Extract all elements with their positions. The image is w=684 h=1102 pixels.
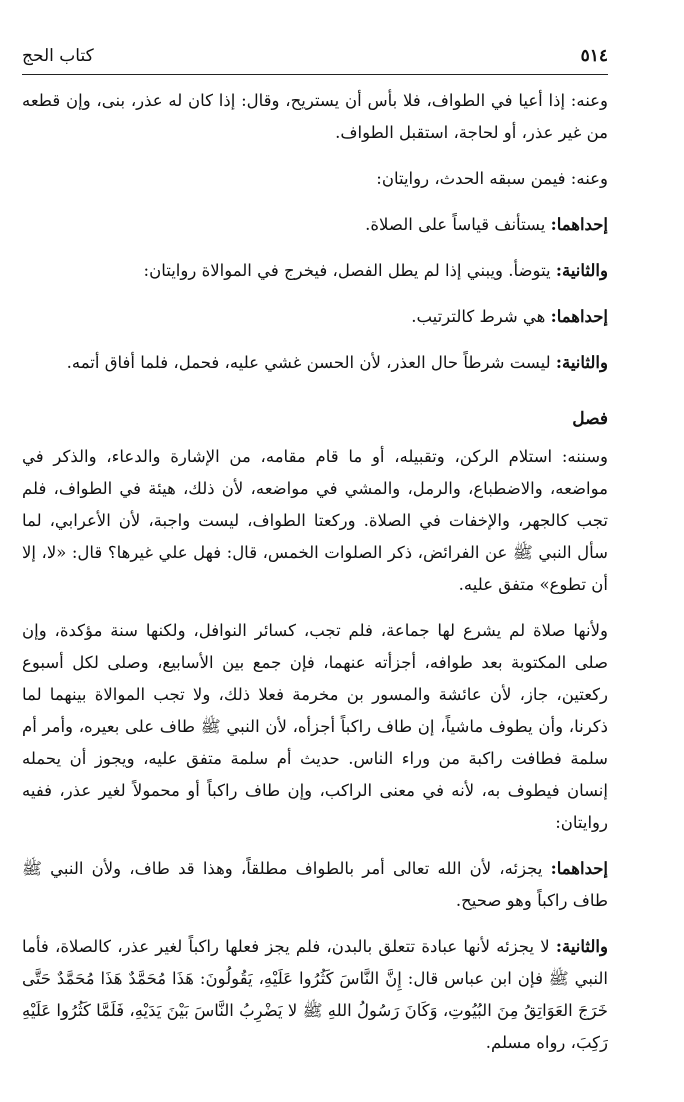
page-number: ٥١٤ [580, 46, 608, 66]
paragraph: والثانية: يتوضأ. ويبني إذا لم يطل الفصل، فيخرج في الموالاة روايتان: [143, 261, 608, 280]
paragraph: إحداهما: يجزئه، لأن الله تعالى أمر بالطواف مطلقاً، وهذا قد طاف، ولأن النبي ﷺ طاف راكباً وهو صحيح. [22, 859, 609, 910]
paragraph-label: إحداهما: [550, 307, 608, 326]
paragraph: وعنه: فيمن سبقه الحدث، روايتان: [376, 169, 608, 188]
book-title: كتاب الحج [22, 46, 94, 66]
paragraph-label: والثانية: [555, 937, 608, 956]
paragraph: ولأنها صلاة لم يشرع لها جماعة، فلم تجب، كسائر النوافل، ولكنها سنة مؤكدة، وإن صلى المكتوبة بعد طوافه، أجزأته عنهما، فإن جمع بين الأسابيع، وصلى لكل أسبوع ركعتين، جاز، لأن عائشة والمسور بن مخرمة فعلا ذلك، ولا تجب الموالاة بينهما لما ذكرنا، وأن يطوف ماشياً، إن طاف راكباً أجزأه، لأن النبي ﷺ طاف على بعيره، وأمر أم سلمة فطافت راكبة من وراء الناس. حديث أم سلمة متفق عليه، ويجوز أن يحمله إنسان فيطوف به، لأنه في معنى الراكب، وإن طاف راكباً أو محمولاً لغير عذر، ففيه روايتان: [22, 621, 608, 832]
paragraph: وسننه: استلام الركن، وتقبيله، أو ما قام مقامه، من الإشارة والدعاء، والذكر في مواضعه، والاضطباع، والرمل، والمشي في مواضعه، لأن ذلك، هيئة في الطواف، فلم تجب كالجهر، والإخفات في الصلاة. وركعتا الطواف، ليست واجبة، لأن الأعرابي، لما سأل النبي ﷺ عن الفرائض، ذكر الصلوات الخمس، قال: فهل علي غيرها؟ قال: «لا، إلا أن تطوع» متفق عليه. [22, 447, 608, 594]
paragraph: والثانية: لا يجزئه لأنها عبادة تتعلق بالبدن، فلم يجز فعلها راكباً لغير عذر، كالصلاة، فأما النبي ﷺ فإن ابن عباس قال: إِنَّ النَّاسَ كَثُرُوا عَلَيْهِ، يَقُولُونَ: هَذَا مُحَمَّدٌ هَذَا مُحَمَّدٌ حَتَّى خَرَجَ العَوَاتِقُ مِنَ البُيُوتِ، وَكَانَ رَسُولُ اللهِ ﷺ لا يَضْرِبُ النَّاسَ بَيْنَ يَدَيْهِ، فَلَمَّا كَثُرُوا عَلَيْهِ رَكِبَ، رواه مسلم. [22, 937, 608, 1052]
paragraph-label: والثانية: [555, 353, 608, 372]
paragraph: إحداهما: هي شرط كالترتيب. [411, 307, 608, 326]
paragraph: وعنه: إذا أعيا في الطواف، فلا بأس أن يستريح، وقال: إذا كان له عذر، بنى، وإن قطعه من غير عذر، أو لحاجة، استقبل الطواف. [22, 91, 608, 142]
page-header [22, 40, 608, 75]
paragraph-label: إحداهما: [550, 859, 609, 878]
paragraph: والثانية: ليست شرطاً حال العذر، لأن الحسن غشي عليه، فحمل، فلما أفاق أتمه. [66, 353, 608, 372]
paragraph: إحداهما: يستأنف قياساً على الصلاة. [365, 215, 608, 234]
paragraph-label: إحداهما: [550, 215, 608, 234]
page-content [22, 85, 608, 1059]
book-page [22, 40, 608, 1073]
section-heading: فصل [572, 409, 608, 429]
paragraph-label: والثانية: [555, 261, 608, 280]
